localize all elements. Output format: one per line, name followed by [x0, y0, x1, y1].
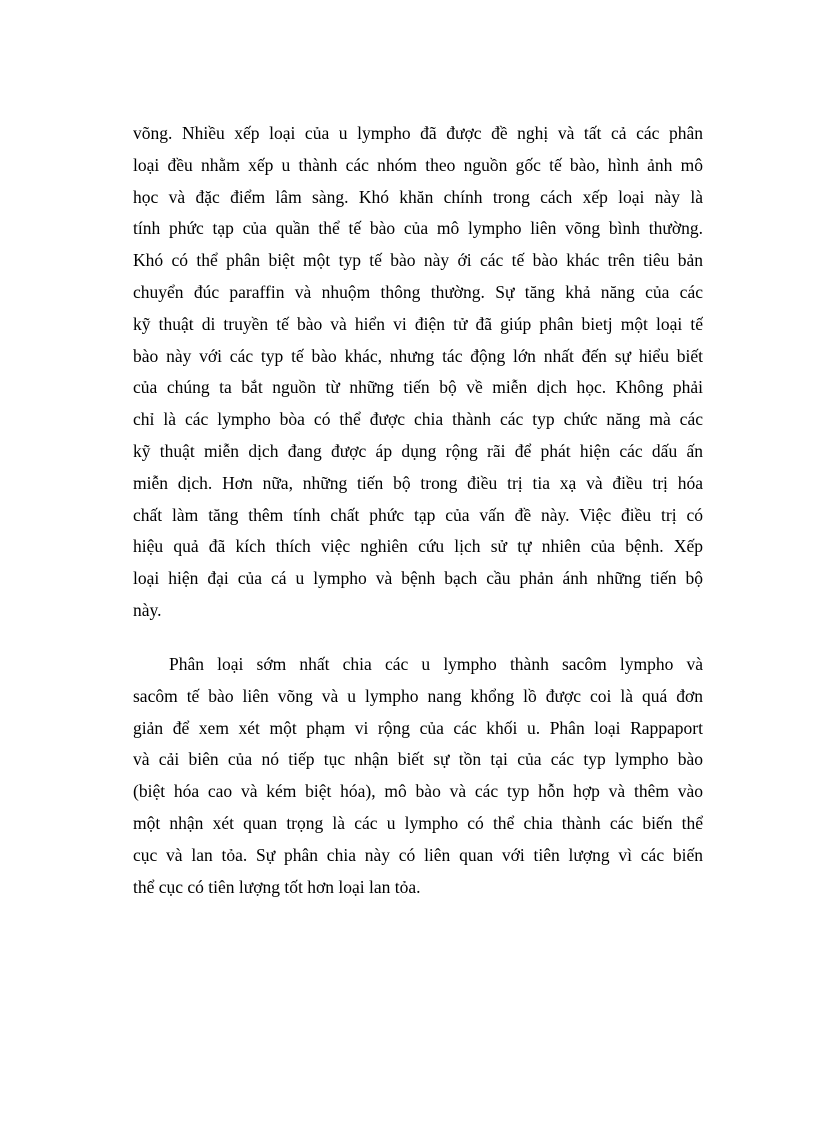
text-line: và cải biên của nó tiếp tục nhận biết sự tồn tại của các typ lympho bào	[133, 749, 703, 770]
text-line: giản để xem xét một phạm vi rộng của các khối u. Phân loại Rappaport	[133, 717, 703, 738]
text-line: sacôm tế bào liên võng và u lympho nang khổng lồ được coi là quá đơn	[133, 685, 703, 706]
text-line-content: Phân loại sớm nhất chia các u lympho thành sacôm lympho và	[169, 654, 703, 674]
text-line: kỹ thuật di truyền tế bào và hiển vi điện tử đã giúp phân bietj một loại tế	[133, 313, 703, 334]
text-line: thể cục có tiên lượng tốt hơn loại lan tỏa.	[133, 876, 421, 897]
text-line: chất làm tăng thêm tính chất phức tạp của vấn đề này. Việc điều trị có	[133, 504, 703, 525]
text-line-indented	[133, 649, 703, 681]
text-line: này.	[133, 599, 162, 620]
text-line: một nhận xét quan trọng là các u lympho có thể chia thành các biến thể	[133, 812, 703, 833]
text-line: (biệt hóa cao và kém biệt hóa), mô bào và các typ hỗn hợp và thêm vào	[133, 781, 703, 802]
text-line: loại đều nhằm xếp u thành các nhóm theo nguồn gốc tế bào, hình ảnh mô	[133, 154, 703, 175]
paragraph-1	[133, 118, 703, 627]
text-line: kỹ thuật miễn dịch đang được áp dụng rộng rãi để phát hiện các dấu ấn	[133, 440, 703, 461]
text-line: chỉ là các lympho bòa có thể được chia thành các typ chức năng mà các	[133, 409, 703, 430]
text-line: loại hiện đại của cá u lympho và bệnh bạch cầu phản ánh những tiến bộ	[133, 568, 703, 589]
text-line: của chúng ta bắt nguồn từ những tiến bộ về miễn dịch học. Không phải	[133, 377, 703, 398]
paragraph-2	[133, 649, 703, 903]
text-line: chuyển đúc paraffin và nhuộm thông thường. Sự tăng khả năng của các	[133, 281, 703, 302]
text-line: cục và lan tỏa. Sự phân chia này có liên quan với tiên lượng vì các biến	[133, 844, 703, 865]
text-line: tính phức tạp của quần thể tế bào của mô lympho liên võng bình thường.	[133, 218, 703, 239]
text-line: Khó có thể phân biệt một typ tế bào này ới các tế bào khác trên tiêu bản	[133, 250, 703, 271]
text-line: học và đặc điểm lâm sàng. Khó khăn chính trong cách xếp loại này là	[133, 186, 703, 207]
text-line: hiệu quả đã kích thích việc nghiên cứu lịch sử tự nhiên của bệnh. Xếp	[133, 536, 703, 557]
text-line: võng. Nhiều xếp loại của u lympho đã được đề nghị và tất cả các phân	[133, 123, 703, 143]
text-line: miễn dịch. Hơn nữa, những tiến bộ trong điều trị tia xạ và điều trị hóa	[133, 472, 703, 493]
text-line: bào này với các typ tế bào khác, nhưng tác động lớn nhất đến sự hiểu biết	[133, 345, 703, 366]
